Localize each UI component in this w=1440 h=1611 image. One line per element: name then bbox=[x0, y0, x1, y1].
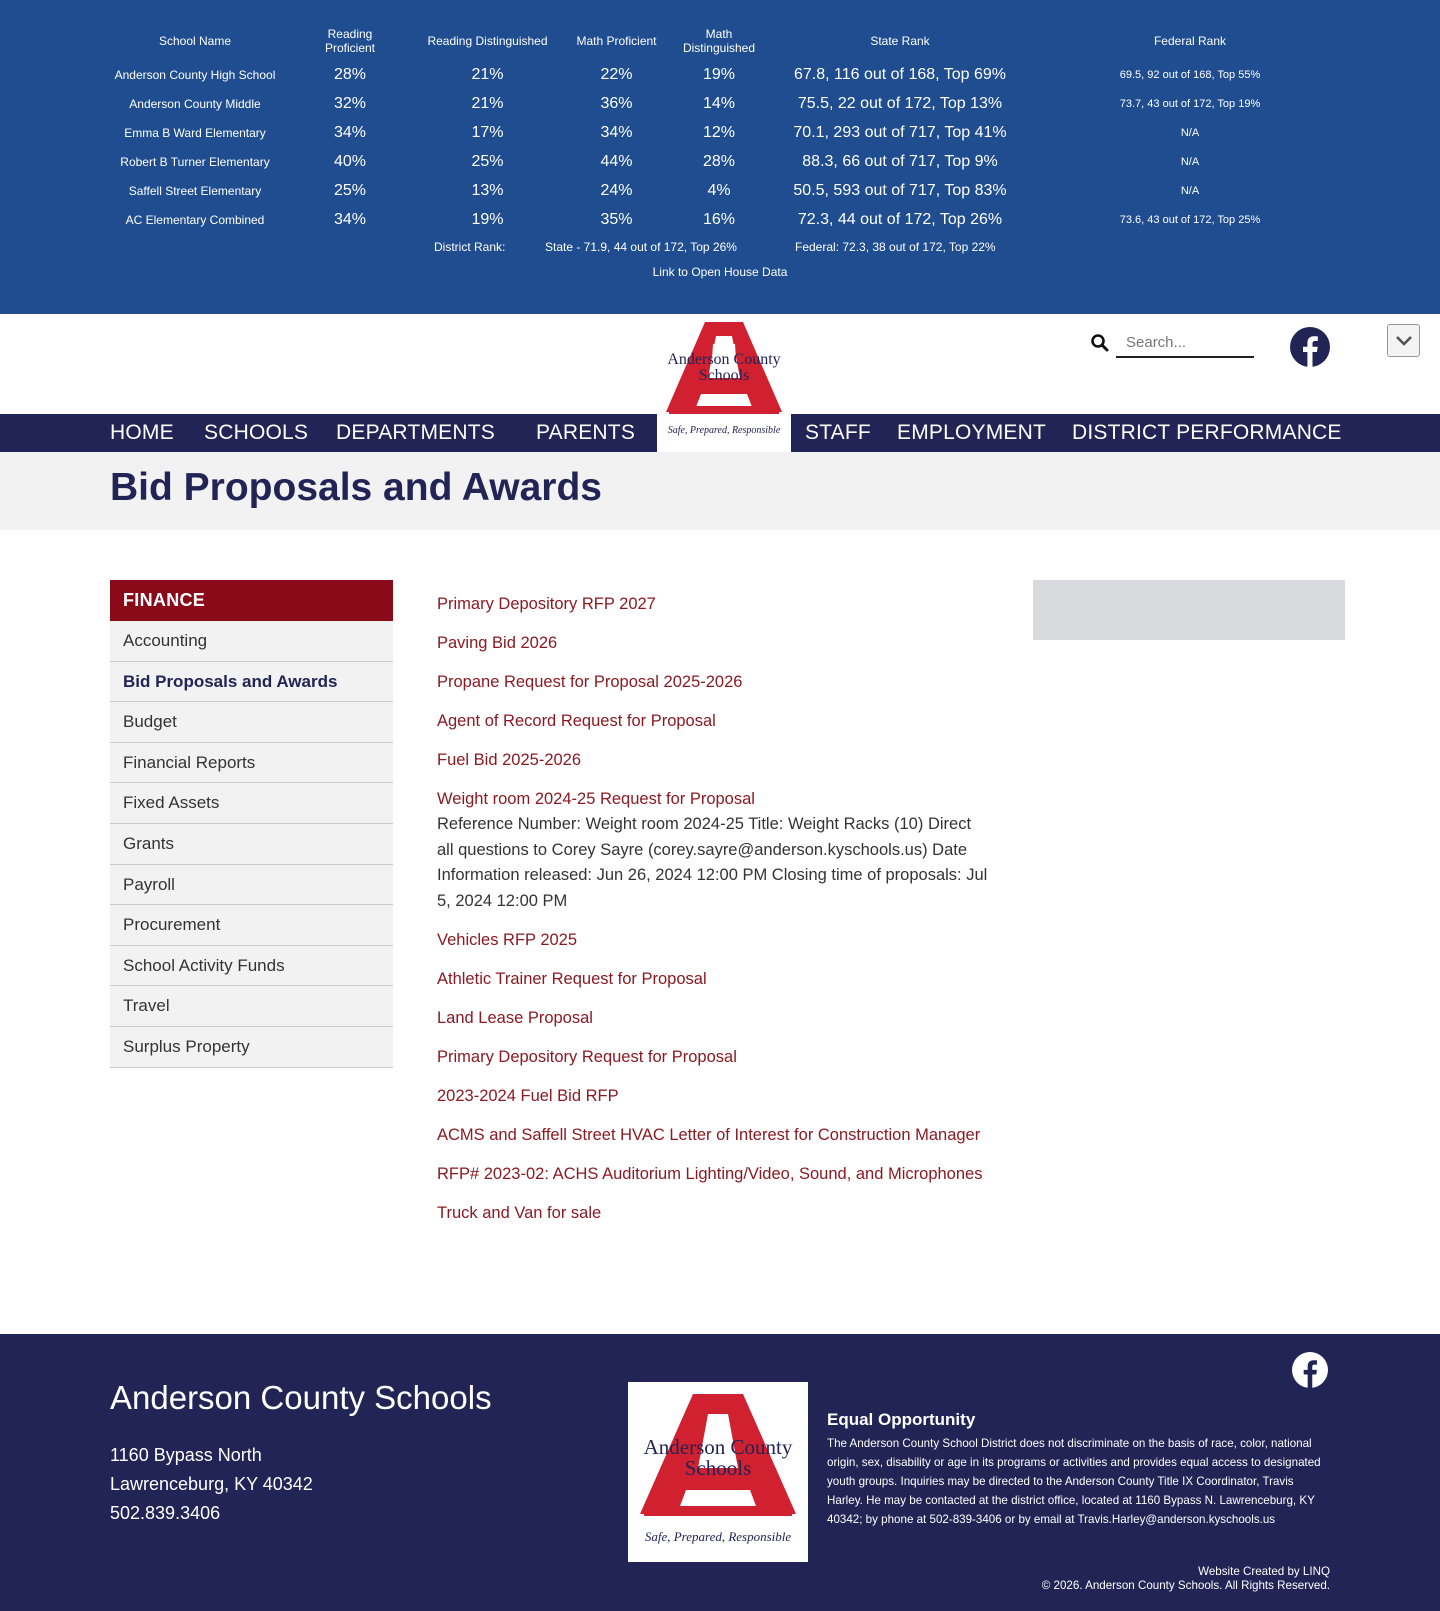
facebook-icon[interactable] bbox=[1290, 327, 1330, 367]
cell-reading-proficient: 34% bbox=[333, 123, 367, 141]
cell-state-rank: 50.5, 593 out of 717, Top 83% bbox=[793, 181, 1007, 199]
district-logo-emblem bbox=[657, 314, 791, 452]
bid-link[interactable]: Paving Bid 2026 bbox=[437, 634, 558, 652]
cell-reading-proficient: 25% bbox=[333, 181, 367, 199]
nav-home[interactable]: HOME bbox=[110, 421, 174, 444]
cell-math-proficient: 24% bbox=[600, 181, 633, 199]
col-reading-proficient: Reading Proficient bbox=[324, 27, 376, 55]
bid-link[interactable]: Athletic Trainer Request for Proposal bbox=[437, 970, 707, 989]
col-math-proficient: Math Proficient bbox=[576, 34, 657, 48]
col-state-rank: State Rank bbox=[870, 34, 930, 48]
bid-link[interactable]: Primary Depository Request for Proposal bbox=[437, 1048, 737, 1067]
sidebar-item-travel[interactable]: Travel bbox=[110, 986, 393, 1027]
bid-item bbox=[437, 1045, 992, 1070]
sidebar-item-accounting[interactable]: Accounting bbox=[110, 621, 393, 662]
logo-text-line2: Schools bbox=[698, 367, 750, 384]
nav-employment[interactable]: EMPLOYMENT bbox=[897, 421, 1047, 444]
footer-credit bbox=[1042, 1565, 1330, 1593]
cell-school-name: Anderson County Middle bbox=[129, 96, 261, 111]
district-rank-state: State - 71.9, 44 out of 172, Top 26% bbox=[545, 240, 737, 254]
bid-link[interactable]: Fuel Bid 2025-2026 bbox=[437, 751, 582, 769]
cell-math-distinguished: 16% bbox=[702, 210, 736, 228]
performance-row bbox=[100, 147, 1350, 176]
bid-item bbox=[437, 592, 992, 617]
cell-state-rank: 70.1, 293 out of 717, Top 41% bbox=[793, 123, 1007, 141]
bid-link[interactable]: Primary Depository RFP 2027 bbox=[437, 595, 656, 613]
sidebar-item-fixed-assets[interactable]: Fixed Assets bbox=[110, 783, 393, 824]
bid-list bbox=[437, 592, 992, 1240]
bid-item bbox=[437, 748, 992, 773]
website-credit-link[interactable]: Website Created by LINQ bbox=[1198, 1565, 1330, 1578]
cell-federal-rank: N/A bbox=[1180, 155, 1200, 168]
search-input[interactable] bbox=[1116, 328, 1254, 358]
bid-link[interactable]: Vehicles RFP 2025 bbox=[437, 931, 578, 950]
bid-item bbox=[437, 1162, 992, 1187]
sidebar-item-grants[interactable]: Grants bbox=[110, 824, 393, 865]
cell-federal-rank: 73.6, 43 out of 172, Top 25% bbox=[1119, 213, 1261, 226]
district-rank-federal: Federal: 72.3, 38 out of 172, Top 22% bbox=[795, 240, 996, 254]
footer-logo-text-line1: Anderson County bbox=[643, 1435, 793, 1459]
col-federal-rank: Federal Rank bbox=[1153, 34, 1227, 48]
nav-schools[interactable]: SCHOOLS bbox=[204, 421, 309, 444]
page-title: Bid Proposals and Awards bbox=[110, 466, 602, 509]
logo-text-line1: Anderson County bbox=[667, 351, 781, 368]
bid-link[interactable]: Land Lease Proposal bbox=[437, 1009, 593, 1028]
nav-parents[interactable]: PARENTS bbox=[536, 421, 636, 444]
open-house-link[interactable]: Link to Open House Data bbox=[652, 265, 788, 279]
sidebar-item-school-activity-funds[interactable]: School Activity Funds bbox=[110, 946, 393, 987]
cell-math-distinguished: 4% bbox=[707, 181, 731, 199]
cell-math-proficient: 35% bbox=[600, 210, 633, 228]
cell-reading-proficient: 28% bbox=[333, 65, 367, 83]
cell-math-proficient: 22% bbox=[600, 65, 633, 83]
logo-tagline: Safe, Prepared, Responsible bbox=[667, 425, 781, 436]
cell-math-proficient: 44% bbox=[600, 152, 633, 170]
performance-table bbox=[100, 22, 1350, 234]
header-dropdown-button[interactable] bbox=[1387, 324, 1420, 357]
sidebar bbox=[110, 580, 393, 1068]
bid-description: Reference Number: Weight room 2024-25 Title: Weight Racks (10) Direct all questions to Corey Sayre (corey.sayre@anderson.kyschools.us) Date Information released: Jun 26, 2024 12:00 PM Closing time of proposals: Jul 5, 2024 12:00 PM bbox=[437, 815, 988, 910]
bid-link[interactable]: 2023-2024 Fuel Bid RFP bbox=[437, 1087, 619, 1106]
page-title-band bbox=[0, 452, 1440, 530]
bid-item bbox=[437, 631, 992, 656]
bid-link[interactable]: Truck and Van for sale bbox=[437, 1204, 602, 1223]
cell-school-name: Anderson County High School bbox=[114, 67, 276, 82]
footer-address bbox=[110, 1441, 313, 1528]
nav-departments[interactable]: DEPARTMENTS bbox=[336, 421, 495, 444]
cell-school-name: Emma B Ward Elementary bbox=[124, 125, 266, 140]
bid-item bbox=[437, 709, 992, 734]
cell-reading-distinguished: 13% bbox=[471, 181, 504, 199]
footer-logo-emblem bbox=[628, 1382, 808, 1562]
col-reading-distinguished: Reading Distinguished bbox=[427, 34, 548, 48]
sidebar-item-surplus-property[interactable]: Surplus Property bbox=[110, 1027, 393, 1068]
cell-math-distinguished: 12% bbox=[702, 123, 736, 141]
bid-item bbox=[437, 670, 992, 695]
right-panel-placeholder bbox=[1033, 580, 1345, 640]
cell-state-rank: 72.3, 44 out of 172, Top 26% bbox=[797, 210, 1003, 228]
site-footer bbox=[0, 1334, 1440, 1611]
bid-item bbox=[437, 1006, 992, 1031]
cell-federal-rank: N/A bbox=[1180, 126, 1200, 139]
nav-district-performance[interactable]: DISTRICT PERFORMANCE bbox=[1072, 421, 1342, 444]
nav-staff[interactable]: STAFF bbox=[805, 421, 871, 444]
main-content bbox=[0, 530, 1440, 1334]
bid-link[interactable]: RFP# 2023-02: ACHS Auditorium Lighting/Video, Sound, and Microphones bbox=[437, 1165, 983, 1184]
cell-school-name: Robert B Turner Elementary bbox=[120, 154, 270, 169]
sidebar-item-payroll[interactable]: Payroll bbox=[110, 865, 393, 906]
cell-federal-rank: N/A bbox=[1180, 184, 1200, 197]
cell-math-proficient: 34% bbox=[600, 123, 633, 141]
footer-phone[interactable]: 502.839.3406 bbox=[110, 1503, 221, 1523]
cell-math-distinguished: 19% bbox=[702, 65, 736, 83]
bid-link[interactable]: ACMS and Saffell Street HVAC Letter of Interest for Construction Manager bbox=[437, 1126, 981, 1145]
cell-state-rank: 67.8, 116 out of 168, Top 69% bbox=[793, 65, 1007, 83]
performance-row bbox=[100, 205, 1350, 234]
footer-district-name: Anderson County Schools bbox=[110, 1379, 492, 1416]
sidebar-item-procurement[interactable]: Procurement bbox=[110, 905, 393, 946]
bid-item bbox=[437, 928, 992, 953]
cell-math-distinguished: 14% bbox=[702, 94, 736, 112]
col-school-name: School Name bbox=[158, 34, 232, 48]
cell-federal-rank: 69.5, 92 out of 168, Top 55% bbox=[1119, 68, 1261, 81]
cell-reading-proficient: 32% bbox=[333, 94, 367, 112]
sidebar-item-budget[interactable]: Budget bbox=[110, 702, 393, 743]
performance-row bbox=[100, 89, 1350, 118]
sidebar-heading[interactable]: FINANCE bbox=[110, 580, 393, 621]
copyright: © 2026. Anderson County Schools. All Rights Reserved. bbox=[1041, 1579, 1330, 1592]
cell-reading-proficient: 34% bbox=[333, 210, 367, 228]
bid-item bbox=[437, 1123, 992, 1148]
performance-row bbox=[100, 118, 1350, 147]
cell-reading-distinguished: 19% bbox=[471, 210, 504, 228]
performance-row bbox=[100, 176, 1350, 205]
performance-header-row bbox=[100, 22, 1350, 60]
bid-item bbox=[437, 787, 992, 914]
bid-item bbox=[437, 967, 992, 992]
site-logo[interactable] bbox=[657, 314, 791, 452]
cell-reading-distinguished: 21% bbox=[471, 94, 504, 112]
cell-reading-distinguished: 17% bbox=[471, 123, 504, 141]
cell-math-distinguished: 28% bbox=[702, 152, 736, 170]
cell-federal-rank: 73.7, 43 out of 172, Top 19% bbox=[1119, 97, 1261, 110]
footer-logo-text-line2: Schools bbox=[684, 1456, 752, 1480]
bid-link[interactable]: Agent of Record Request for Proposal bbox=[437, 712, 716, 730]
cell-school-name: AC Elementary Combined bbox=[125, 212, 265, 227]
performance-row bbox=[100, 60, 1350, 89]
district-rank-label: District Rank: bbox=[434, 240, 506, 254]
col-math-distinguished: Math Distinguished bbox=[682, 27, 756, 55]
bid-item bbox=[437, 1084, 992, 1109]
bid-link[interactable]: Propane Request for Proposal 2025-2026 bbox=[437, 673, 743, 691]
bid-link[interactable]: Weight room 2024-25 Request for Proposal bbox=[437, 790, 755, 808]
footer-address-line1: 1160 Bypass North bbox=[110, 1445, 262, 1465]
cell-math-proficient: 36% bbox=[600, 94, 633, 112]
chevron-down-icon bbox=[1395, 335, 1413, 347]
sidebar-item-financial-reports[interactable]: Financial Reports bbox=[110, 743, 393, 784]
footer-address-line2: Lawrenceburg, KY 40342 bbox=[110, 1474, 313, 1494]
equal-opportunity-text: The Anderson County School District does not discriminate on the basis of race, color, national origin, sex, disability or age in its programs or activities and provides equal access to designated youth groups. Inquiries may be directed to the Anderson County Title IX Coordinator, Travis Harley. He may be contacted at the district office, located at 1160 Bypass N. Lawrenceburg, KY 40342; by phone at 502-839-3406 or by email at Travis.Harley@anderson.kyschools.us bbox=[827, 1437, 1321, 1526]
equal-opportunity-title: Equal Opportunity bbox=[827, 1410, 976, 1429]
cell-school-name: Saffell Street Elementary bbox=[128, 183, 262, 198]
search-bar bbox=[1090, 328, 1254, 358]
cell-reading-distinguished: 21% bbox=[471, 65, 504, 83]
footer-logo bbox=[628, 1382, 808, 1562]
bid-item bbox=[437, 1201, 992, 1226]
search-icon[interactable] bbox=[1090, 333, 1110, 353]
cell-reading-proficient: 40% bbox=[333, 152, 367, 170]
cell-state-rank: 75.5, 22 out of 172, Top 13% bbox=[797, 94, 1003, 112]
sidebar-item-bid-proposals-and-awards[interactable]: Bid Proposals and Awards bbox=[110, 662, 393, 703]
cell-state-rank: 88.3, 66 out of 717, Top 9% bbox=[802, 152, 998, 170]
cell-reading-distinguished: 25% bbox=[471, 152, 504, 170]
facebook-icon[interactable] bbox=[1292, 1352, 1328, 1388]
performance-band bbox=[0, 0, 1440, 314]
footer-logo-tagline: Safe, Prepared, Responsible bbox=[644, 1529, 792, 1544]
